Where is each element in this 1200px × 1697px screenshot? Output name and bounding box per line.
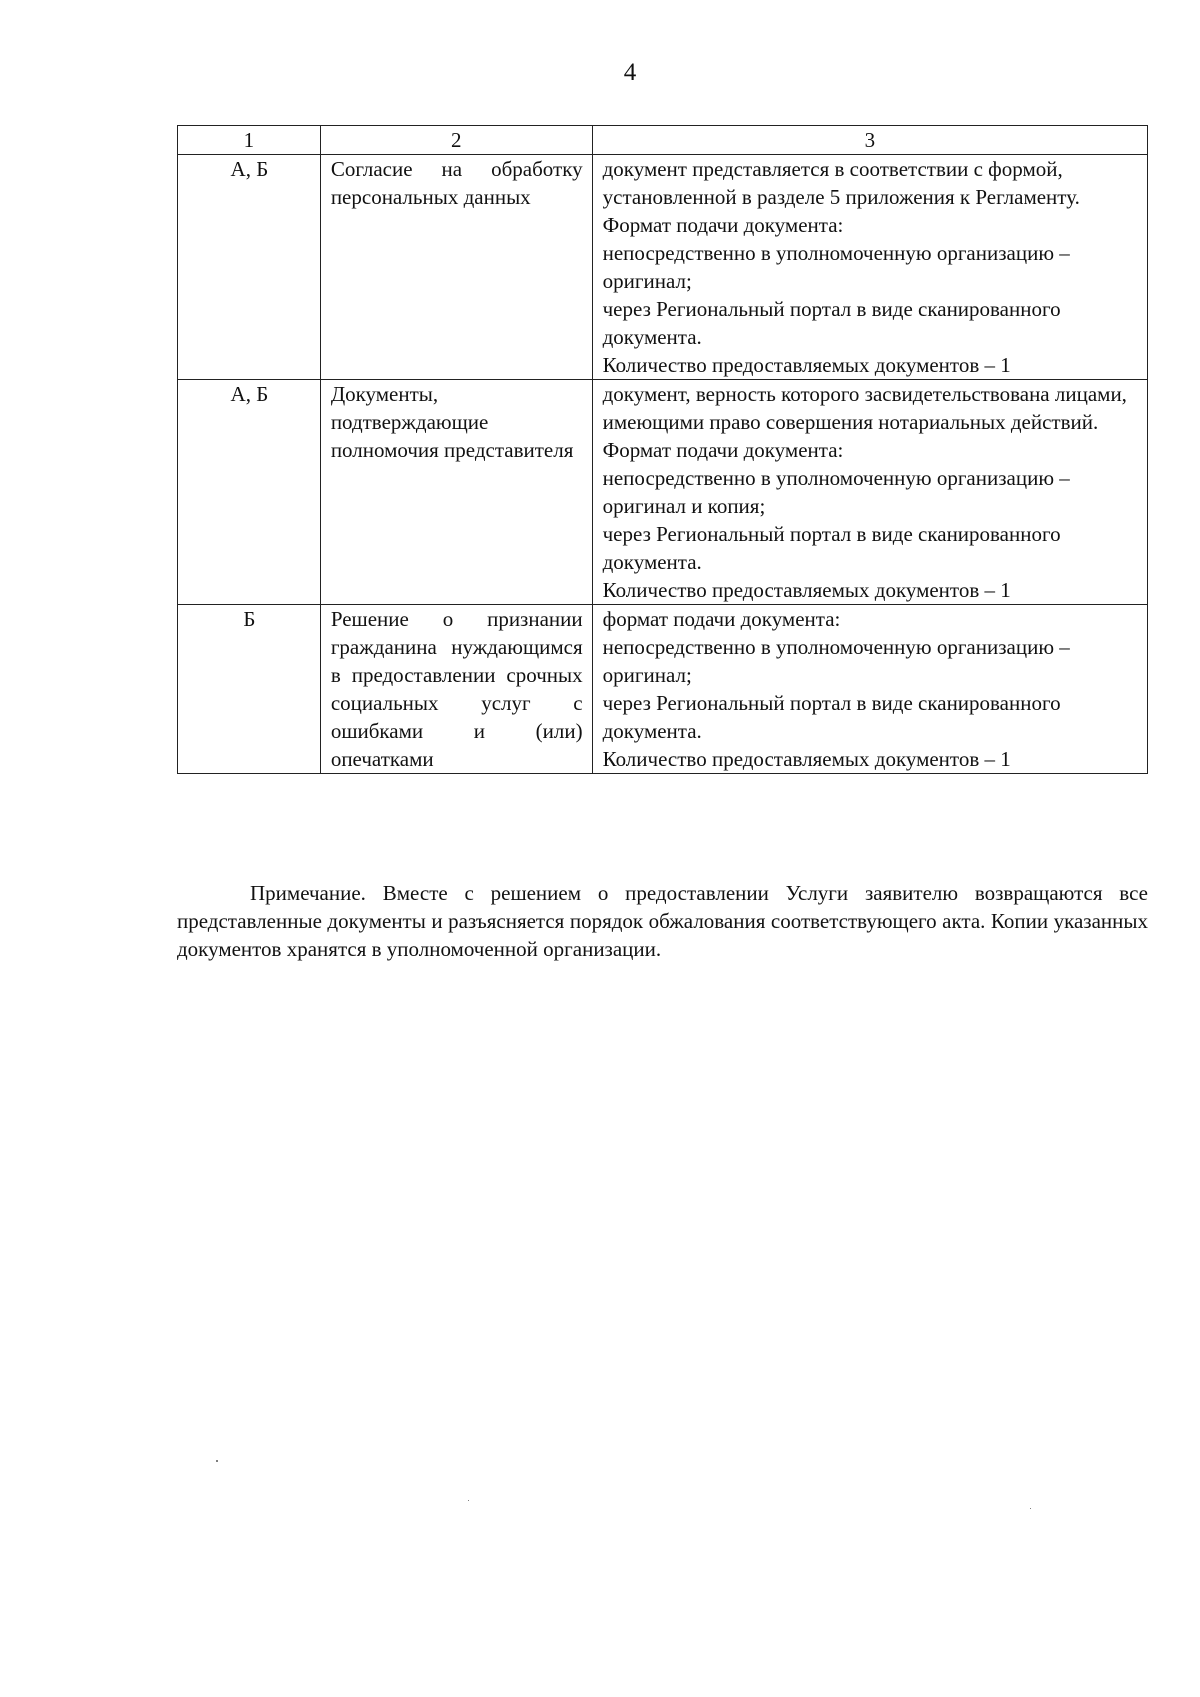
column-header: 3 <box>592 126 1147 155</box>
page-number: 4 <box>623 59 637 86</box>
description-line: Формат подачи документа: <box>602 438 844 462</box>
description-line: документ, верность которого засвидетельствована лицами, имеющими право совершения нотариальных действий. <box>602 382 1127 434</box>
description-line: через Региональный портал в виде сканированного документа. <box>602 522 1061 574</box>
description-line: непосредственно в уполномоченную организацию – оригинал; <box>602 635 1070 687</box>
scan-speck <box>468 1500 469 1501</box>
document-description-cell <box>592 155 1147 380</box>
description-line: непосредственно в уполномоченную организацию – оригинал и копия; <box>602 466 1070 518</box>
column-header: 2 <box>320 126 592 155</box>
description-line: формат подачи документа: <box>602 607 841 631</box>
description-line: непосредственно в уполномоченную организацию – оригинал; <box>602 241 1070 293</box>
document-name-cell: Решение о признании гражданина нуждающимся в предоставлении срочных социальных услуг с ошибками и (или) опечатками <box>320 605 592 774</box>
table-row <box>178 155 1148 380</box>
column-header: 1 <box>178 126 321 155</box>
note-paragraph: Примечание. Вместе с решением о предоставлении Услуги заявителю возвращаются все представленные документы и разъясняется порядок обжалования соответствующего акта. Копии указанных документов хранятся в уполномоченной организации. <box>177 881 1148 961</box>
document-name-cell: Документы, подтверждающие полномочия представителя <box>320 380 592 605</box>
document-description-cell <box>592 605 1147 774</box>
scan-speck <box>216 1460 218 1462</box>
description-line: через Региональный портал в виде сканированного документа. <box>602 297 1061 349</box>
table-row <box>178 605 1148 774</box>
description-line: через Региональный портал в виде сканированного документа. <box>602 691 1061 743</box>
description-line: Количество предоставляемых документов – 1 <box>602 578 1011 602</box>
document-name-cell: Согласие на обработку персональных данных <box>320 155 592 380</box>
table-row <box>178 380 1148 605</box>
description-line: документ представляется в соответствии с формой, установленной в разделе 5 приложения к Регламенту. <box>602 157 1080 209</box>
applicant-category-cell: Б <box>178 605 321 774</box>
applicant-category-cell: А, Б <box>178 380 321 605</box>
description-line: Формат подачи документа: <box>602 213 844 237</box>
documents-table <box>177 125 1148 774</box>
table-header-row <box>178 126 1148 155</box>
applicant-category-cell: А, Б <box>178 155 321 380</box>
description-line: Количество предоставляемых документов – 1 <box>602 747 1011 771</box>
scan-speck <box>1030 1508 1031 1509</box>
document-description-cell <box>592 380 1147 605</box>
description-line: Количество предоставляемых документов – 1 <box>602 353 1011 377</box>
